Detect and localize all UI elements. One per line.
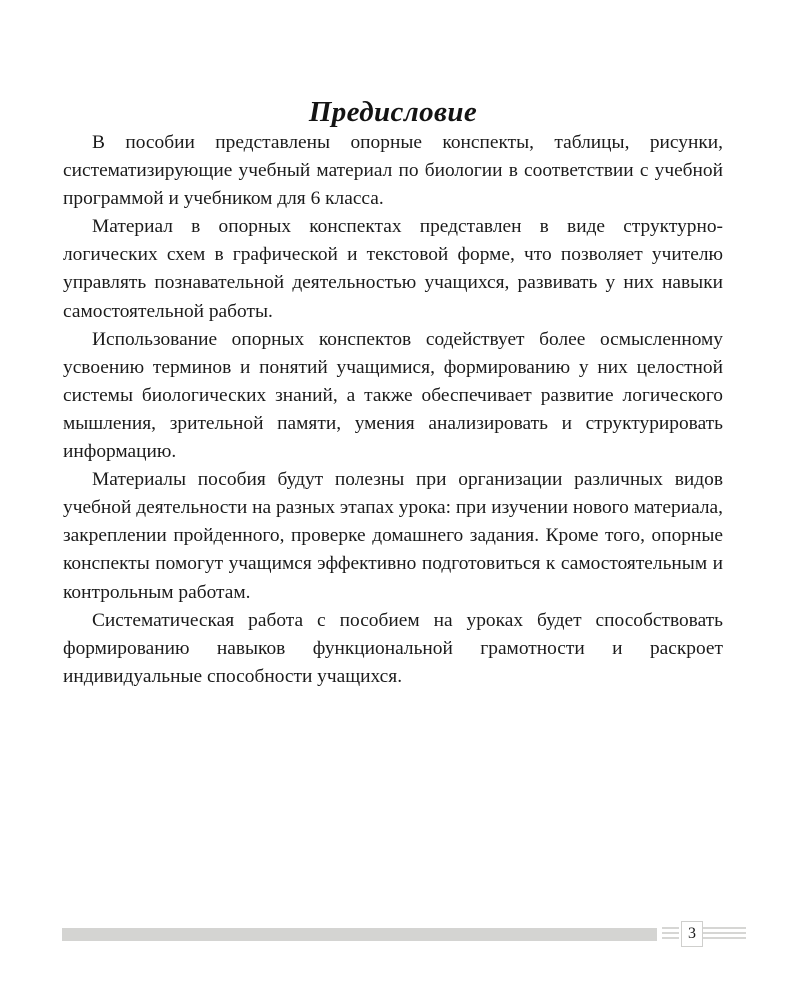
footer-rules-left: [662, 927, 679, 942]
footer-rule-line: [703, 932, 746, 934]
page-title: Предисловие: [308, 96, 478, 129]
footer-rule-line: [703, 927, 746, 929]
footer-rule-line: [662, 937, 679, 939]
footer-rule-line: [662, 927, 679, 929]
page-number-box: [681, 921, 703, 947]
paragraph: В пособии представлены опорные конспекты, таблицы, рисунки, систематизирующие учебный материал по биологии в соответствии с учебной программой и учебником для 6 класса.: [63, 132, 723, 210]
footer-rules-right: [703, 927, 746, 942]
page-number: 3: [688, 925, 696, 942]
paragraph: Материалы пособия будут полезны при организации различных видов учебной деятельности на разных этапах урока: при изучении нового материала, закреплении пройденного, проверке домашнего задания. Кроме того, опорные конспекты помогут учащимся эффективно подготовиться к самостоятельным и контрольным работам.: [63, 469, 723, 603]
paragraph: Систематическая работа с пособием на уроках будет способствовать формированию навыков функциональной грамотности и раскроет индивидуальные способности учащихся.: [63, 609, 723, 687]
footer-rule-line: [662, 932, 679, 934]
footer-gray-bar: [62, 928, 657, 941]
footer-ornament: [62, 926, 746, 952]
body-text-column: [63, 129, 723, 691]
paragraph: Использование опорных конспектов содействует более осмысленному усвоению терминов и понятий учащимися, формированию у них целостной системы биологических знаний, а также обеспечивает развитие логического мышления, зрительной памяти, умения анализировать и структурировать информацию.: [63, 328, 723, 463]
paragraph: Материал в опорных конспектах представлен в виде структурно-логических схем в графической и текстовой форме, что позволяет учителю управлять познавательной деятельностью учащихся, развивать у них навыки самостоятельной работы.: [63, 216, 723, 322]
footer-rule-line: [703, 937, 746, 939]
